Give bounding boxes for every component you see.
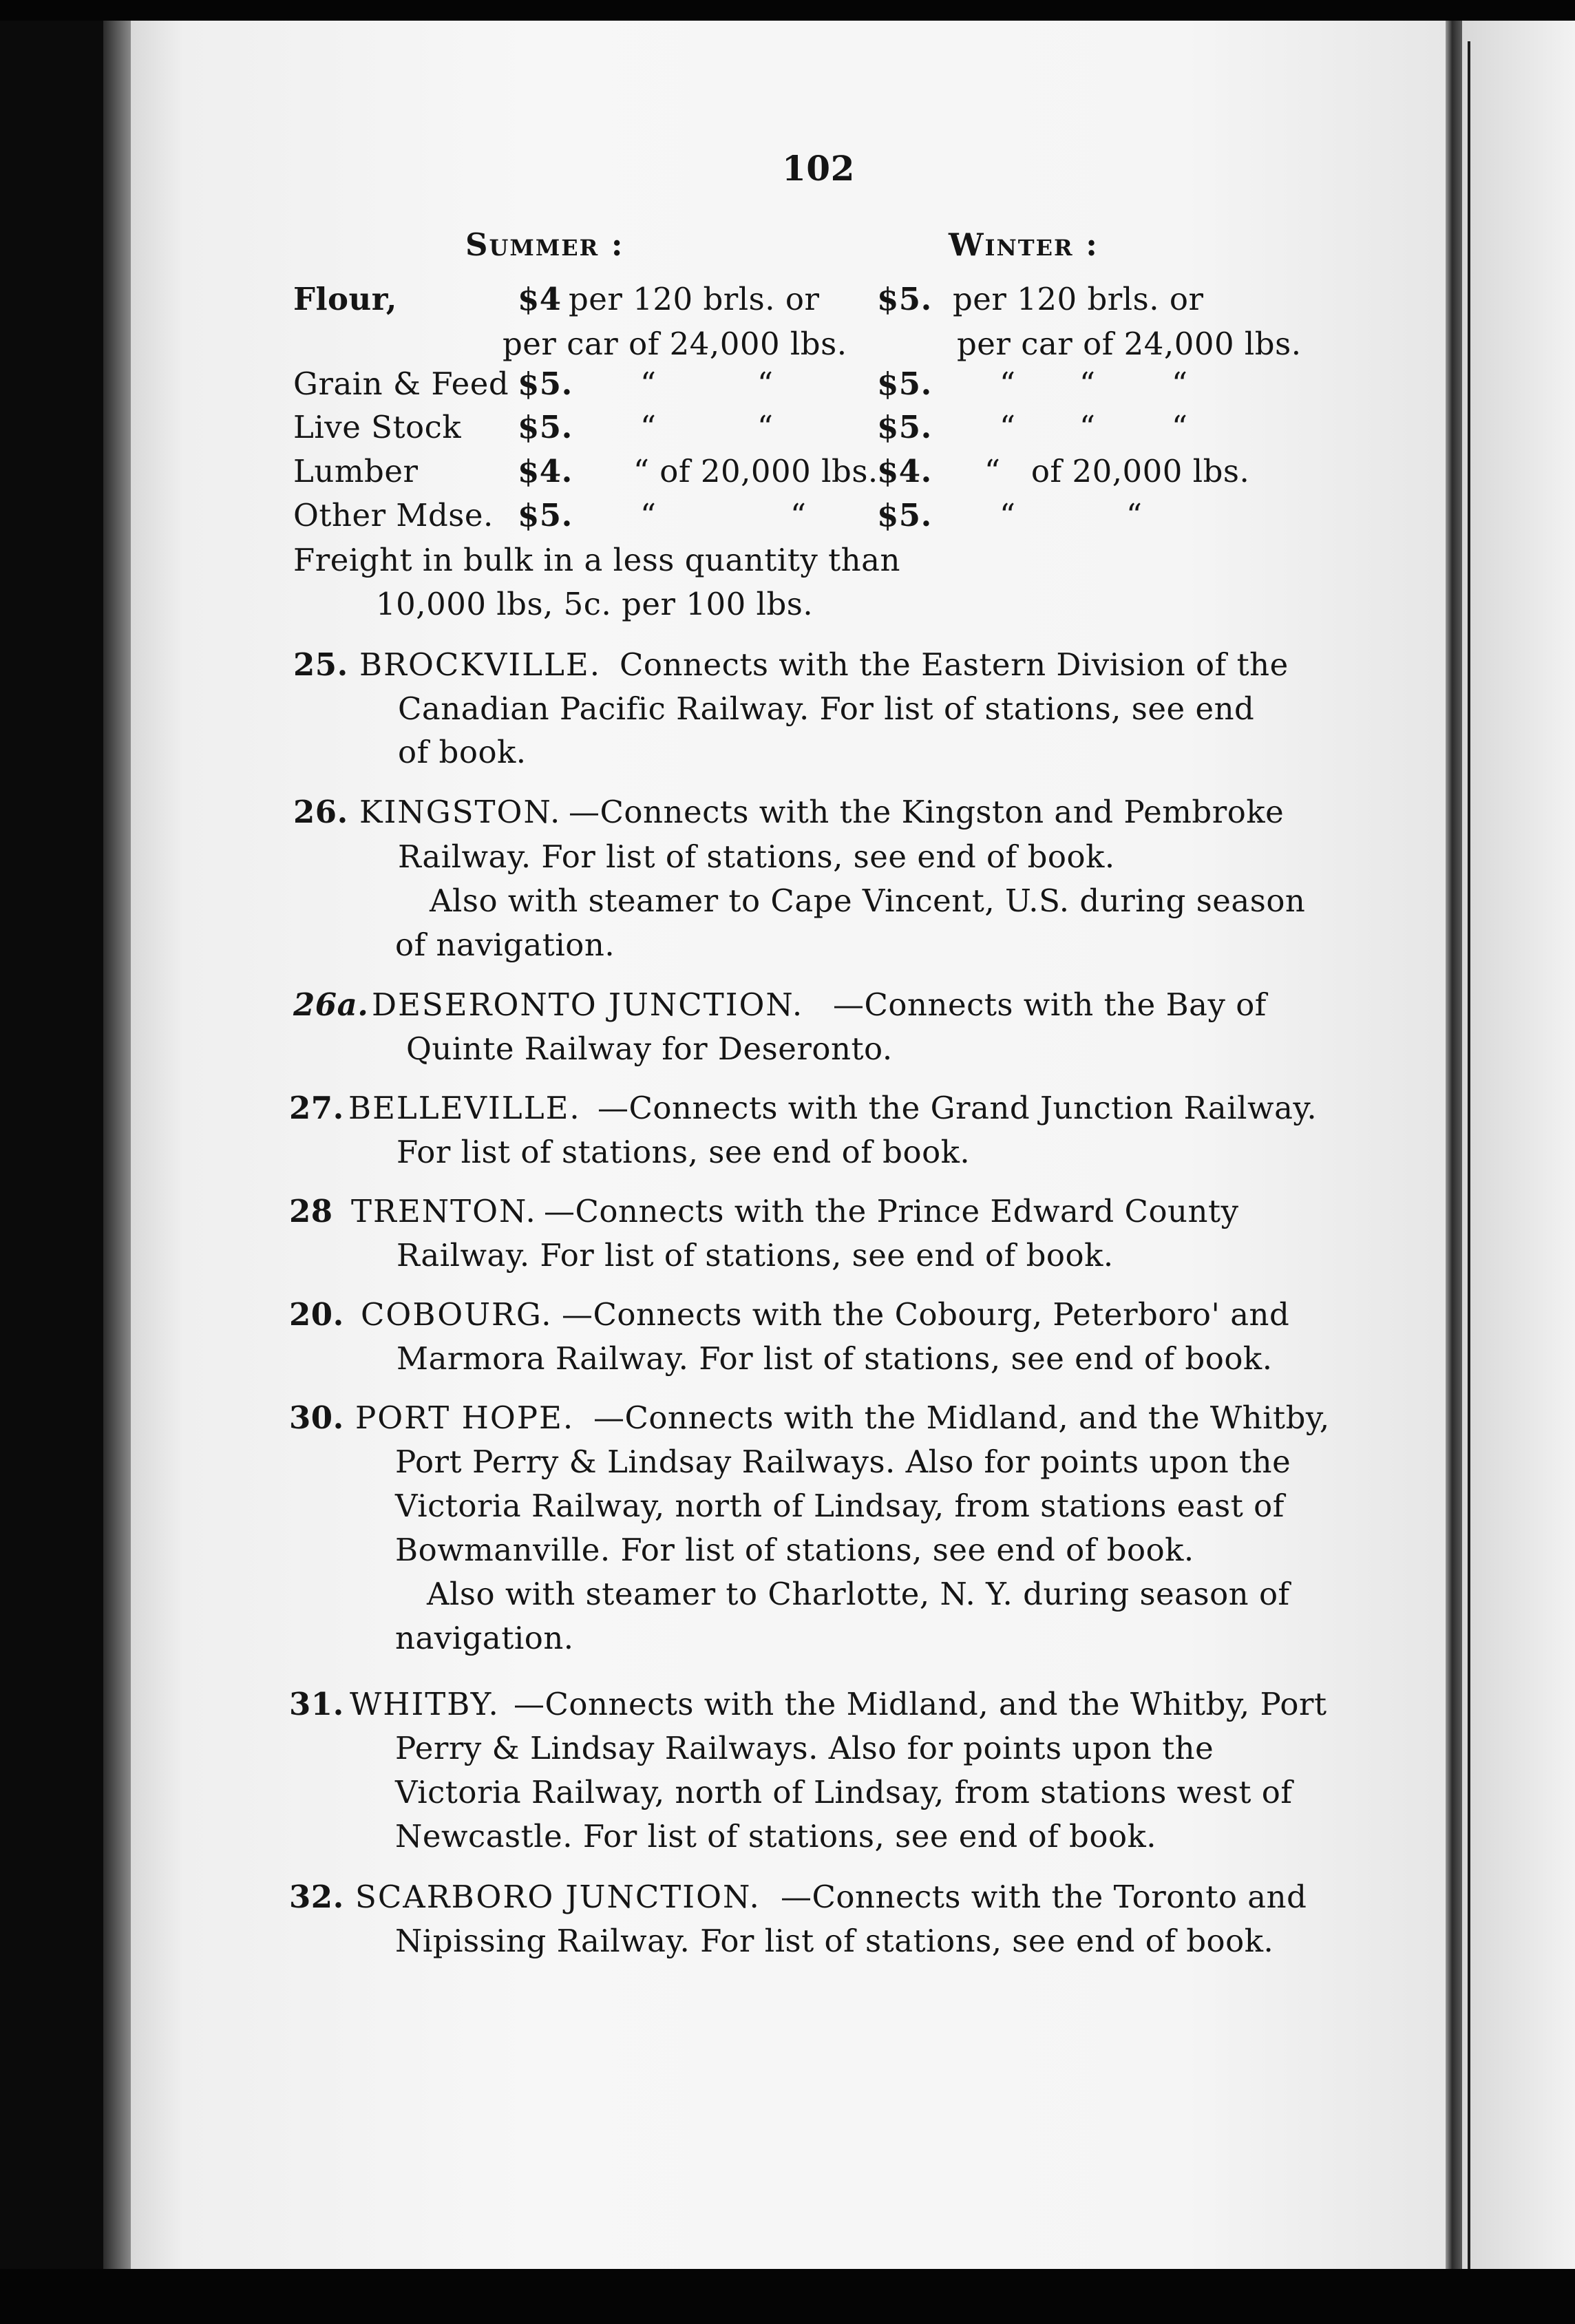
- rate-label-lumber: Lumber: [293, 453, 419, 489]
- other-summer-rate: $5.: [518, 497, 573, 534]
- flour-winter-rate: $5.: [877, 281, 932, 317]
- flour-summer-text: per car of 24,000 lbs.: [503, 326, 847, 362]
- entry-text: Victoria Railway, north of Lindsay, from stations west of: [395, 1774, 1293, 1810]
- livestock-summer-rate: $5.: [518, 409, 573, 445]
- grain-winter-rate: $5.: [877, 366, 932, 402]
- other-winter-rate: $5.: [877, 497, 932, 534]
- flour-winter-text: per 120 brls. or: [953, 281, 1204, 317]
- entry-text: navigation.: [395, 1620, 574, 1656]
- entry-text: —Connects with the Toronto and: [781, 1879, 1307, 1915]
- grain-summer-rate: $5.: [518, 366, 573, 402]
- rate-label-grain: Grain & Feed: [293, 366, 509, 402]
- flour-winter-text: per car of 24,000 lbs.: [957, 326, 1302, 362]
- entry-number: 20.: [289, 1296, 344, 1333]
- ditto-mark: “: [640, 409, 657, 445]
- entry-text: —Connects with the Prince Edward County: [544, 1193, 1239, 1229]
- ditto-mark: “: [757, 366, 774, 402]
- station-name: DESERONTO JUNCTION.: [372, 986, 804, 1023]
- lumber-summer-rate: $4.: [518, 453, 573, 489]
- entry-text: Also with steamer to Cape Vincent, U.S. during season: [430, 883, 1306, 919]
- entry-text: Perry & Lindsay Railways. Also for points upon the: [395, 1730, 1214, 1766]
- entry-text: Railway. For list of stations, see end of book.: [398, 838, 1115, 875]
- entry-text: —Connects with the Cobourg, Peterboro' and: [562, 1296, 1290, 1333]
- entry-text: of book.: [398, 734, 527, 770]
- winter-header: Winter :: [949, 226, 1099, 263]
- ditto-mark: “: [1000, 497, 1016, 534]
- bulk-freight-line: 10,000 lbs, 5c. per 100 lbs.: [376, 586, 814, 622]
- ditto-mark: “: [1172, 409, 1188, 445]
- entry-number: 30.: [289, 1399, 344, 1436]
- ditto-mark: “: [1126, 497, 1143, 534]
- rate-label-livestock: Live Stock: [293, 409, 462, 445]
- station-name: PORT HOPE.: [355, 1399, 575, 1436]
- lumber-summer-note: “ of 20,000 lbs.: [633, 453, 878, 489]
- entry-text: —Connects with the Midland, and the Whitby,: [593, 1399, 1330, 1436]
- entry-text: Nipissing Railway. For list of stations, see end of book.: [395, 1923, 1274, 1959]
- entry-text: Canadian Pacific Railway. For list of stations, see end: [398, 690, 1255, 727]
- flour-summer-text: per 120 brls. or: [569, 281, 820, 317]
- entry-text: Victoria Railway, north of Lindsay, from stations east of: [395, 1488, 1285, 1524]
- station-name: TRENTON.: [351, 1193, 537, 1229]
- entry-text: For list of stations, see end of book.: [397, 1134, 971, 1170]
- ditto-mark: “: [1079, 409, 1096, 445]
- station-name: KINGSTON.: [359, 794, 562, 830]
- entry-text: —Connects with the Midland, and the Whitby, Port: [514, 1686, 1327, 1722]
- entry-number: 25.: [293, 646, 348, 683]
- entry-text: Also with steamer to Charlotte, N. Y. during season of: [427, 1576, 1290, 1612]
- entry-text: —Connects with the Bay of: [833, 986, 1267, 1023]
- ditto-mark: “: [1000, 366, 1016, 402]
- entry-text: Connects with the Eastern Division of the: [620, 646, 1289, 683]
- entry-text: Port Perry & Lindsay Railways. Also for points upon the: [395, 1444, 1291, 1480]
- entry-number: 26a.: [293, 986, 369, 1023]
- entry-text: Marmora Railway. For list of stations, see end of book.: [397, 1340, 1273, 1377]
- ditto-mark: “: [1079, 366, 1096, 402]
- entry-text: Newcastle. For list of stations, see end of book.: [395, 1818, 1157, 1855]
- entry-text: Bowmanville. For list of stations, see end of book.: [395, 1532, 1194, 1568]
- ditto-mark: “: [1000, 409, 1016, 445]
- lumber-winter-note: “ of 20,000 lbs.: [984, 453, 1250, 489]
- entry-number: 28: [289, 1193, 333, 1229]
- entry-text: Quinte Railway for Deseronto.: [406, 1031, 893, 1067]
- entry-number: 32.: [289, 1879, 344, 1915]
- flour-summer-rate: $4: [518, 281, 562, 317]
- entry-number: 26.: [293, 794, 348, 830]
- ditto-mark: “: [640, 497, 657, 534]
- ditto-mark: “: [790, 497, 807, 534]
- station-name: SCARBORO JUNCTION.: [355, 1879, 761, 1915]
- page-number: 102: [782, 148, 855, 189]
- station-name: BROCKVILLE.: [359, 646, 602, 683]
- entry-number: 27.: [289, 1090, 344, 1126]
- livestock-winter-rate: $5.: [877, 409, 932, 445]
- ditto-mark: “: [757, 409, 774, 445]
- ditto-mark: “: [640, 366, 657, 402]
- station-name: COBOURG.: [361, 1296, 553, 1333]
- lumber-winter-rate: $4.: [877, 453, 932, 489]
- ditto-mark: “: [1172, 366, 1188, 402]
- entry-number: 31.: [289, 1686, 344, 1722]
- summer-header: Summer :: [465, 226, 624, 263]
- entry-text: of navigation.: [395, 927, 615, 963]
- entry-text: Railway. For list of stations, see end of book.: [397, 1237, 1114, 1274]
- station-name: BELLEVILLE.: [348, 1090, 581, 1126]
- station-name: WHITBY.: [350, 1686, 500, 1722]
- rate-label-other: Other Mdse.: [293, 497, 494, 534]
- entry-text: —Connects with the Grand Junction Railway.: [598, 1090, 1318, 1126]
- rate-label-flour: Flour,: [293, 281, 397, 317]
- entry-text: —Connects with the Kingston and Pembroke: [569, 794, 1285, 830]
- bulk-freight-line: Freight in bulk in a less quantity than: [293, 542, 900, 578]
